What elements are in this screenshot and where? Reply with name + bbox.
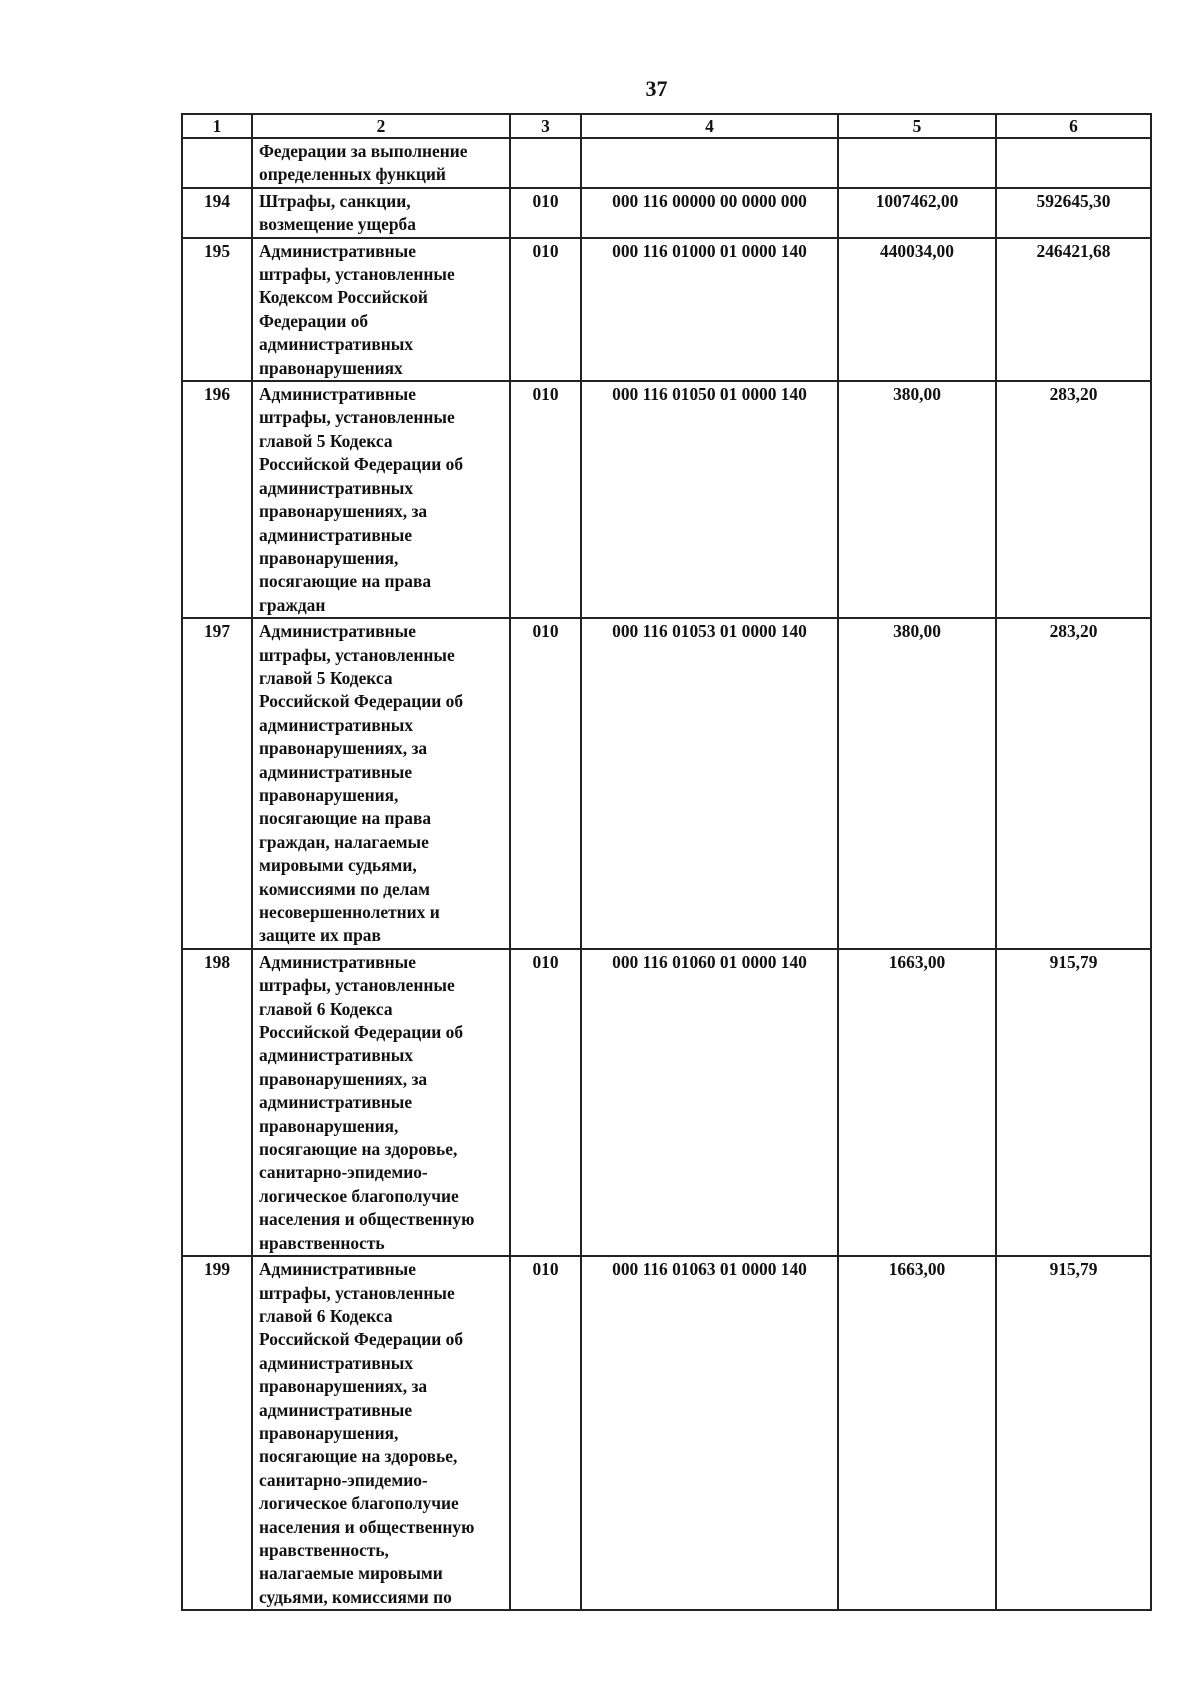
row-plan: 1663,00 [838, 949, 996, 1256]
row-fact: 915,79 [996, 949, 1151, 1256]
row-code: 010 [510, 381, 581, 618]
row-number: 198 [182, 949, 252, 1256]
row-plan: 380,00 [838, 381, 996, 618]
header-cell: 4 [581, 114, 838, 138]
row-fact: 915,79 [996, 1256, 1151, 1610]
row-kbk [581, 138, 838, 188]
row-number: 196 [182, 381, 252, 618]
table-header-row [182, 114, 1151, 138]
row-fact: 283,20 [996, 618, 1151, 949]
row-kbk: 000 116 00000 00 0000 000 [581, 188, 838, 238]
row-plan: 380,00 [838, 618, 996, 949]
header-cell: 5 [838, 114, 996, 138]
row-code: 010 [510, 238, 581, 381]
header-cell: 6 [996, 114, 1151, 138]
row-code: 010 [510, 618, 581, 949]
table-row [182, 1256, 1151, 1610]
row-plan [838, 138, 996, 188]
row-kbk: 000 116 01050 01 0000 140 [581, 381, 838, 618]
row-name: Административные штрафы, установленные главой 5 Кодекса Российской Федерации об административных правонарушениях, за административные правонарушения, посягающие на права граждан [252, 381, 510, 618]
table-row [182, 138, 1151, 188]
table-row [182, 381, 1151, 618]
table-row [182, 238, 1151, 381]
row-code: 010 [510, 1256, 581, 1610]
row-number: 197 [182, 618, 252, 949]
table-row [182, 949, 1151, 1256]
table-row [182, 188, 1151, 238]
row-kbk: 000 116 01063 01 0000 140 [581, 1256, 838, 1610]
row-kbk: 000 116 01053 01 0000 140 [581, 618, 838, 949]
row-plan: 1007462,00 [838, 188, 996, 238]
row-number: 194 [182, 188, 252, 238]
header-cell: 1 [182, 114, 252, 138]
row-name: Административные штрафы, установленные главой 5 Кодекса Российской Федерации об административных правонарушениях, за административные правонарушения, посягающие на права граждан, налагаемые мировыми судьями, комиссиями по делам несовершеннолетних и защите их прав [252, 618, 510, 949]
row-number [182, 138, 252, 188]
row-plan: 1663,00 [838, 1256, 996, 1610]
row-fact: 283,20 [996, 381, 1151, 618]
row-plan: 440034,00 [838, 238, 996, 381]
row-name: Штрафы, санкции, возмещение ущерба [252, 188, 510, 238]
row-number: 199 [182, 1256, 252, 1610]
row-kbk: 000 116 01060 01 0000 140 [581, 949, 838, 1256]
row-number: 195 [182, 238, 252, 381]
row-code [510, 138, 581, 188]
row-code: 010 [510, 949, 581, 1256]
budget-table [181, 113, 1152, 1611]
row-kbk: 000 116 01000 01 0000 140 [581, 238, 838, 381]
row-name: Административные штрафы, установленные главой 6 Кодекса Российской Федерации об административных правонарушениях, за административные правонарушения, посягающие на здоровье, санитарно-эпидемио- логическое благополучие населения и общественную нравственность, налагаемые мировыми судьями, комиссиями по [252, 1256, 510, 1610]
row-fact [996, 138, 1151, 188]
page-number: 37 [645, 76, 668, 101]
row-fact: 592645,30 [996, 188, 1151, 238]
header-cell: 3 [510, 114, 581, 138]
header-cell: 2 [252, 114, 510, 138]
row-fact: 246421,68 [996, 238, 1151, 381]
row-name: Административные штрафы, установленные главой 6 Кодекса Российской Федерации об административных правонарушениях, за административные правонарушения, посягающие на здоровье, санитарно-эпидемио- логическое благополучие населения и общественную нравственность [252, 949, 510, 1256]
table-row [182, 618, 1151, 949]
row-code: 010 [510, 188, 581, 238]
row-name: Административные штрафы, установленные Кодексом Российской Федерации об административных правонарушениях [252, 238, 510, 381]
row-name: Федерации за выполнение определенных функций [252, 138, 510, 188]
